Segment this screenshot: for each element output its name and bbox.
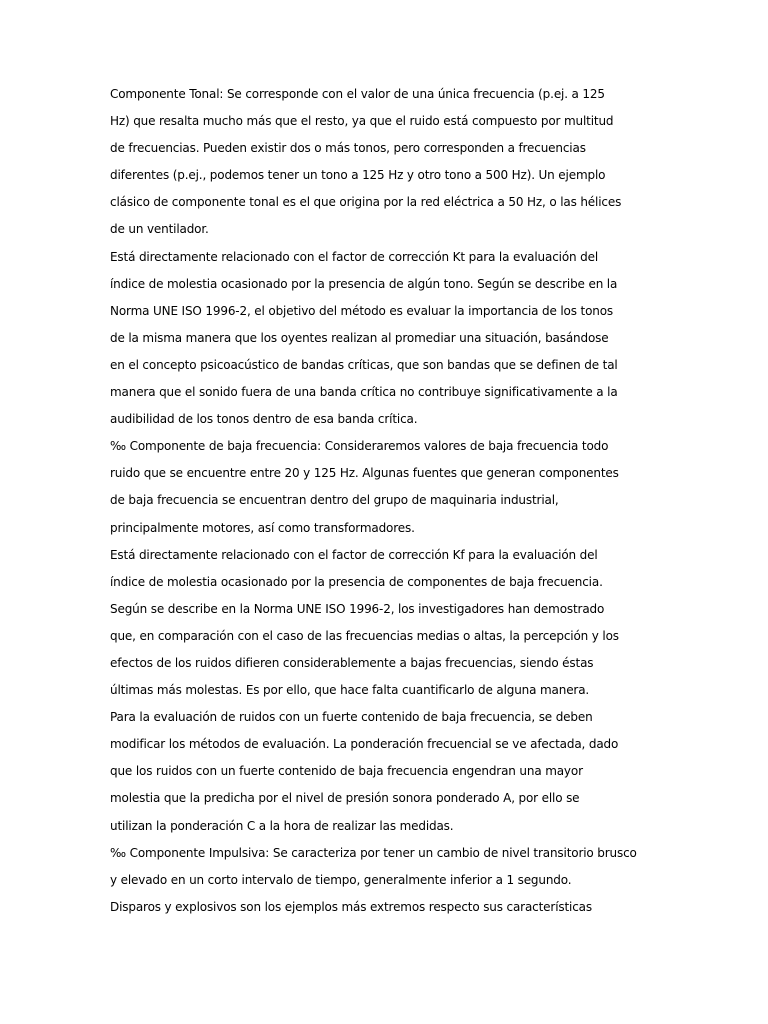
text-line: ‰ Componente Impulsiva: Se caracteriza por tener un cambio de nivel transitorio brusco: [110, 845, 637, 860]
text-line: Hz) que resalta mucho más que el resto, ya que el ruido está compuesto por multitud: [110, 114, 614, 129]
text-line: Para la evaluación de ruidos con un fuerte contenido de baja frecuencia, se deben: [110, 710, 593, 725]
text-line: manera que el sonido fuera de una banda crítica no contribuye significativamente a la: [110, 385, 618, 400]
text-line: de un ventilador.: [110, 222, 209, 237]
document-body: [110, 81, 637, 921]
text-line: Según se describe en la Norma UNE ISO 1996-2, los investigadores han demostrado: [110, 601, 605, 616]
text-line: de baja frecuencia se encuentran dentro del grupo de maquinaria industrial,: [110, 493, 559, 508]
text-line: que, en comparación con el caso de las frecuencias medias o altas, la percepción y los: [110, 628, 619, 643]
text-line: utilizan la ponderación C a la hora de realizar las medidas.: [110, 818, 454, 833]
text-line: clásico de componente tonal es el que origina por la red eléctrica a 50 Hz, o las hélices: [110, 195, 622, 210]
text-line: efectos de los ruidos difieren considerablemente a bajas frecuencias, siendo éstas: [110, 655, 594, 670]
text-line: y elevado en un corto intervalo de tiempo, generalmente inferior a 1 segundo.: [110, 872, 572, 887]
text-line: que los ruidos con un fuerte contenido de baja frecuencia engendran una mayor: [110, 764, 583, 779]
text-line: ‰ Componente de baja frecuencia: Consideraremos valores de baja frecuencia todo: [110, 439, 609, 454]
text-line: en el concepto psicoacústico de bandas críticas, que son bandas que se definen de tal: [110, 357, 618, 372]
text-line: Componente Tonal: Se corresponde con el valor de una única frecuencia (p.ej. a 125: [110, 87, 605, 101]
text-line: índice de molestia ocasionado por la presencia de algún tono. Según se describe en la: [110, 276, 618, 291]
text-line: índice de molestia ocasionado por la presencia de componentes de baja frecuencia.: [110, 574, 603, 589]
text-line: principalmente motores, así como transformadores.: [110, 520, 415, 535]
text-line: Está directamente relacionado con el factor de corrección Kf para la evaluación del: [110, 547, 598, 562]
text-line: Norma UNE ISO 1996-2, el objetivo del método es evaluar la importancia de los tonos: [110, 303, 614, 318]
text-line: de frecuencias. Pueden existir dos o más tonos, pero corresponden a frecuencias: [110, 141, 586, 156]
text-line: audibilidad de los tonos dentro de esa banda crítica.: [110, 412, 418, 427]
text-line: diferentes (p.ej., podemos tener un tono a 125 Hz y otro tono a 500 Hz). Un ejemplo: [110, 168, 606, 183]
text-line: últimas más molestas. Es por ello, que hace falta cuantificarlo de alguna manera.: [110, 683, 590, 698]
text-line: ruido que se encuentre entre 20 y 125 Hz. Algunas fuentes que generan componentes: [110, 466, 619, 481]
text-line: Disparos y explosivos son los ejemplos más extremos respecto sus características: [110, 899, 592, 914]
text-line: Está directamente relacionado con el factor de corrección Kt para la evaluación del: [110, 249, 599, 264]
text-line: modificar los métodos de evaluación. La ponderación frecuencial se ve afectada, dado: [110, 737, 619, 752]
text-line: de la misma manera que los oyentes realizan al promediar una situación, basándose: [110, 330, 609, 345]
text-line: molestia que la predicha por el nivel de presión sonora ponderado A, por ello se: [110, 791, 580, 806]
